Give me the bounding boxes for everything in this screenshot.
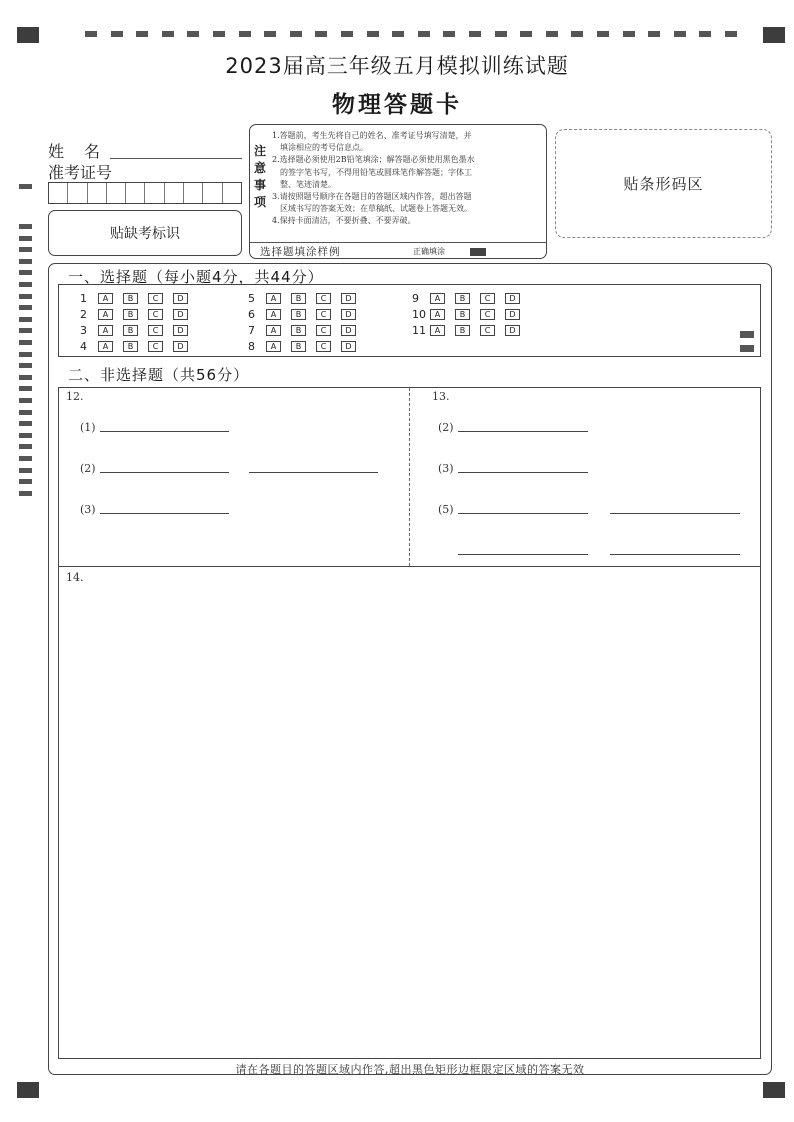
- timing-mark: [239, 31, 251, 37]
- option-bubble[interactable]: A: [266, 341, 281, 352]
- timing-mark: [290, 31, 302, 37]
- option-bubble[interactable]: A: [266, 293, 281, 304]
- option-bubble[interactable]: D: [505, 309, 520, 320]
- q12-part-3-answer[interactable]: [100, 513, 229, 514]
- barcode-label: 贴条形码区: [623, 175, 704, 193]
- question-number: 4: [80, 340, 87, 354]
- timing-mark: [443, 31, 455, 37]
- choice-question: [80, 292, 198, 304]
- q14-number: 14.: [66, 571, 84, 584]
- q13-part-5-answer-d[interactable]: [610, 554, 740, 555]
- correct-fill-swatch: [470, 248, 486, 256]
- option-bubble[interactable]: D: [173, 341, 188, 352]
- option-bubble[interactable]: D: [505, 293, 520, 304]
- choice-question: [248, 325, 366, 337]
- notice-line: 填涂相应的考号信息点。: [272, 143, 368, 153]
- choice-question: [412, 292, 530, 304]
- corner-mark-top-left: [17, 27, 39, 43]
- question-number: 6: [248, 307, 255, 321]
- q14-answer-area[interactable]: [58, 566, 761, 1059]
- option-bubble[interactable]: C: [480, 325, 495, 336]
- notice-line: 4.保持卡面清洁，不要折叠、不要弄破。: [272, 216, 416, 226]
- timing-mark: [19, 224, 32, 229]
- question-number: 5: [248, 291, 255, 305]
- timing-mark: [213, 31, 225, 37]
- timing-mark: [19, 305, 32, 310]
- id-label: 准考证号: [48, 163, 113, 182]
- timing-mark: [571, 31, 583, 37]
- timing-mark: [111, 31, 123, 37]
- option-bubble[interactable]: B: [455, 325, 470, 336]
- notice-line: 3.请按照题号顺序在各题目的答题区域内作答，超出答题: [272, 192, 472, 202]
- timing-mark: [648, 31, 660, 37]
- option-bubble[interactable]: C: [316, 309, 331, 320]
- barcode-area: [555, 129, 772, 238]
- q13-part-2-label: (2): [438, 421, 454, 434]
- question-number: 3: [80, 324, 87, 338]
- timing-mark: [19, 270, 32, 275]
- q13-part-3-label: (3): [438, 462, 454, 475]
- missing-exam-label-box: [48, 210, 242, 256]
- timing-mark: [19, 294, 32, 299]
- timing-mark: [367, 31, 379, 37]
- timing-mark: [19, 386, 32, 391]
- timing-mark: [520, 31, 532, 37]
- option-bubble[interactable]: C: [480, 309, 495, 320]
- option-bubble[interactable]: A: [430, 325, 445, 336]
- option-bubble[interactable]: D: [173, 325, 188, 336]
- timing-mark: [19, 363, 32, 368]
- timing-mark: [392, 31, 404, 37]
- timing-mark: [19, 456, 32, 461]
- question-number: 1: [80, 291, 87, 305]
- timing-mark: [19, 282, 32, 287]
- option-bubble[interactable]: D: [173, 293, 188, 304]
- id-number-boxes[interactable]: [48, 182, 242, 204]
- option-bubble[interactable]: A: [98, 325, 113, 336]
- timing-mark: [162, 31, 174, 37]
- option-bubble[interactable]: B: [123, 309, 138, 320]
- timing-mark: [85, 31, 97, 37]
- timing-mark: [623, 31, 635, 37]
- q-divider: [409, 388, 410, 566]
- timing-mark: [19, 328, 32, 333]
- option-bubble[interactable]: C: [316, 341, 331, 352]
- section-choice-title: 一、选择题（每小题4分，共44分）: [68, 268, 324, 286]
- card-subtitle: 物理答题卡: [332, 92, 462, 118]
- timing-mark: [699, 31, 711, 37]
- choice-question: [412, 325, 530, 337]
- option-bubble[interactable]: A: [98, 293, 113, 304]
- notice-line: 1.答题前，考生先将自己的姓名、准考证号填写清楚，并: [272, 131, 472, 140]
- q12-part-3-label: (3): [80, 503, 96, 516]
- option-bubble[interactable]: C: [480, 293, 495, 304]
- timing-mark: [19, 410, 32, 415]
- q13-part-5-label: (5): [438, 503, 454, 516]
- missing-exam-label: 贴缺考标识: [110, 226, 180, 242]
- correct-fill-label: 正确填涂: [413, 247, 445, 256]
- timing-mark: [19, 468, 32, 473]
- notice-divider: [250, 242, 546, 243]
- name-field[interactable]: [110, 158, 242, 159]
- option-bubble[interactable]: B: [123, 325, 138, 336]
- option-bubble[interactable]: A: [98, 309, 113, 320]
- option-bubble[interactable]: D: [341, 293, 356, 304]
- timing-mark: [19, 433, 32, 438]
- option-bubble[interactable]: D: [341, 325, 356, 336]
- option-bubble[interactable]: D: [341, 309, 356, 320]
- q12-part-1-label: (1): [80, 421, 96, 434]
- timing-mark: [136, 31, 148, 37]
- option-bubble[interactable]: C: [148, 293, 163, 304]
- q13-part-5-answer-b[interactable]: [610, 513, 740, 514]
- option-bubble[interactable]: B: [291, 325, 306, 336]
- timing-mark: [264, 31, 276, 37]
- fill-sample-label: 选择题填涂样例: [260, 246, 341, 258]
- q13-part-3-answer[interactable]: [458, 472, 588, 473]
- timing-mark: [418, 31, 430, 37]
- choice-question: [80, 308, 198, 320]
- side-mark: [740, 331, 754, 338]
- option-bubble[interactable]: C: [148, 309, 163, 320]
- option-bubble[interactable]: B: [455, 309, 470, 320]
- option-bubble[interactable]: A: [266, 325, 281, 336]
- question-number: 11: [412, 324, 426, 338]
- timing-mark: [725, 31, 737, 37]
- timing-mark: [469, 31, 481, 37]
- question-number: 8: [248, 340, 255, 354]
- choice-question: [412, 308, 530, 320]
- timing-mark: [187, 31, 199, 37]
- section-nonchoice-title: 二、非选择题（共56分）: [68, 366, 250, 384]
- option-bubble[interactable]: D: [505, 325, 520, 336]
- q12-part-2-label: (2): [80, 462, 96, 475]
- option-bubble[interactable]: C: [148, 341, 163, 352]
- notice-text: [272, 130, 542, 228]
- option-bubble[interactable]: B: [291, 293, 306, 304]
- q12-part-1-answer[interactable]: [100, 431, 229, 432]
- timing-mark: [495, 31, 507, 37]
- notice-line: 的签字笔书写，不得用铅笔或圆珠笔作解答题；字体工: [272, 167, 472, 177]
- notice-line: 区域书写的答案无效；在草稿纸、试题卷上答题无效。: [272, 204, 472, 214]
- side-mark: [740, 345, 754, 352]
- option-bubble[interactable]: B: [291, 341, 306, 352]
- choice-question: [248, 341, 366, 353]
- timing-mark: [19, 398, 32, 403]
- option-bubble[interactable]: D: [341, 341, 356, 352]
- timing-mark: [341, 31, 353, 37]
- question-number: 9: [412, 291, 419, 305]
- option-bubble[interactable]: C: [316, 325, 331, 336]
- option-bubble[interactable]: B: [123, 341, 138, 352]
- option-bubble[interactable]: A: [266, 309, 281, 320]
- notice-line: 2.选择题必须使用2B铅笔填涂；解答题必须使用黑色墨水: [272, 155, 475, 165]
- timing-mark: [546, 31, 558, 37]
- q12-number: 12.: [66, 390, 84, 403]
- notice-box: [249, 124, 547, 259]
- option-bubble[interactable]: B: [123, 293, 138, 304]
- timing-mark: [19, 444, 32, 449]
- timing-mark: [19, 491, 32, 496]
- timing-mark: [19, 375, 32, 380]
- question-number: 7: [248, 324, 255, 338]
- question-number: 2: [80, 307, 87, 321]
- corner-mark-top-right: [763, 27, 785, 43]
- exam-title: 2023届高三年级五月模拟训练试题: [225, 54, 569, 78]
- timing-mark: [19, 479, 32, 484]
- timing-mark: [19, 421, 32, 426]
- timing-mark: [674, 31, 686, 37]
- corner-mark-bottom-right: [763, 1082, 785, 1098]
- timing-mark: [597, 31, 609, 37]
- option-bubble[interactable]: A: [430, 309, 445, 320]
- footer-warning: 请在各题目的答题区域内作答,超出黑色矩形边框限定区域的答案无效: [235, 1063, 585, 1076]
- q13-part-5-answer-c[interactable]: [458, 554, 588, 555]
- timing-mark: [19, 247, 32, 252]
- timing-mark: [19, 259, 32, 264]
- notice-side-label: 注意事项: [253, 144, 266, 209]
- choice-question: [248, 308, 366, 320]
- name-label: 姓 名: [48, 142, 103, 161]
- question-number: 10: [412, 307, 426, 321]
- timing-mark: [19, 340, 32, 345]
- timing-mark: [19, 184, 32, 189]
- option-bubble[interactable]: A: [98, 341, 113, 352]
- timing-mark: [315, 31, 327, 37]
- timing-mark: [19, 317, 32, 322]
- option-bubble[interactable]: A: [430, 293, 445, 304]
- timing-mark: [19, 352, 32, 357]
- notice-line: 整、笔迹清楚。: [272, 179, 336, 189]
- option-bubble[interactable]: B: [291, 309, 306, 320]
- q13-part-5-answer-a[interactable]: [458, 513, 588, 514]
- q13-part-2-answer[interactable]: [458, 431, 588, 432]
- option-bubble[interactable]: D: [173, 309, 188, 320]
- option-bubble[interactable]: B: [455, 293, 470, 304]
- q12-part-2-answer-b[interactable]: [249, 472, 378, 473]
- choice-question: [80, 325, 198, 337]
- corner-mark-bottom-left: [17, 1082, 39, 1098]
- option-bubble[interactable]: C: [148, 325, 163, 336]
- option-bubble[interactable]: C: [316, 293, 331, 304]
- timing-mark: [19, 236, 32, 241]
- choice-question: [80, 341, 198, 353]
- q13-number: 13.: [432, 390, 450, 403]
- choice-question: [248, 292, 366, 304]
- q12-part-2-answer-a[interactable]: [100, 472, 229, 473]
